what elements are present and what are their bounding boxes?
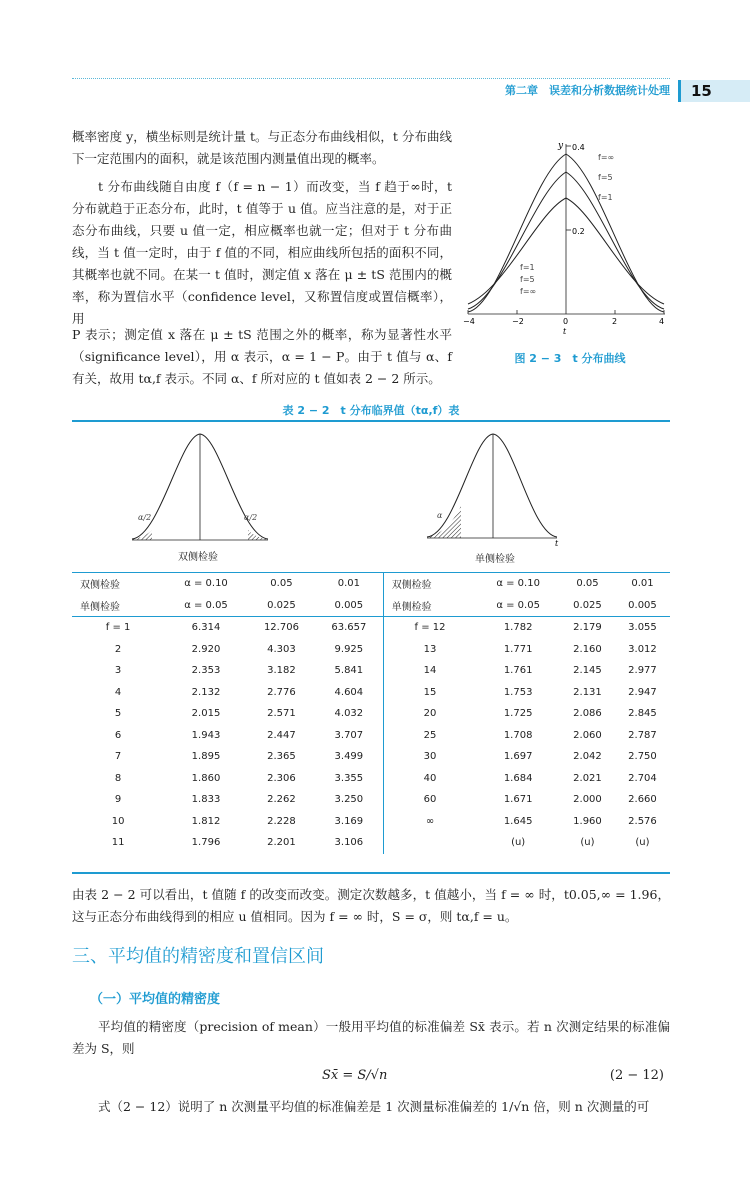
table-cell: 6 (114, 729, 122, 741)
table-cell: 1.782 (503, 622, 533, 634)
table-cell: 3.106 (315, 832, 383, 854)
y-tick-02: 0.2 (572, 227, 585, 236)
table-cell: α = 0.10 (164, 573, 248, 595)
section-title: 三、平均值的精密度和置信区间 (72, 946, 324, 967)
paragraph-2: t 分布曲线随自由度 f（f = n − 1）而改变，当 f 趋于∞时，t 分布就趋于正态分布，此时，t 值等于 u 值。应当注意的是，对于正态分布曲线，只要 u 值一定，相应概率也就一定；但对于 t 分布曲线，当 t 值一定时，由于 f 值的不同，相应曲线所包括的面积不同，其概率也就不同。在某一 t 值时，测定值 x 落在 μ ± tS 范围内的概率，称为置信水平（confidence level，又称置信度或置信概率），用 (72, 179, 452, 326)
table-cell: 6.314 (191, 622, 221, 634)
table-cell: 25 (423, 729, 437, 741)
formula-number: (2 − 12) (609, 1068, 664, 1083)
label-f-1-right: f=1 (598, 193, 613, 202)
table-cell: 3.169 (315, 811, 383, 833)
two-sided-label: 双侧检验 (178, 552, 218, 563)
table-cell: 2.042 (573, 751, 602, 763)
table-cell: 2.132 (191, 686, 221, 698)
table-cell: 2.228 (267, 815, 296, 827)
paragraph-6: 式（2 − 12）说明了 n 次测量平均值的标准偏差是 1 次测量标准偏差的 1/√n 倍，则 n 次测量的可 (98, 1099, 650, 1114)
table-cell: 3.499 (315, 746, 383, 768)
table-cell: 4 (114, 686, 122, 698)
table-cell: 2.131 (573, 686, 602, 698)
table-row (72, 660, 670, 682)
table-cell: 5 (114, 708, 122, 720)
table-cell: 1.943 (191, 729, 221, 741)
table-cell: 2.571 (267, 708, 296, 720)
x-tick-m4: −4 (463, 317, 475, 326)
alpha-half-left: α/2 (138, 513, 152, 522)
table-cell: 0.05 (248, 573, 315, 595)
table-cell: 3.055 (628, 622, 657, 634)
table-cell: 2.060 (573, 729, 602, 741)
table-cell: 1.645 (503, 815, 533, 827)
table-cell: 1.753 (503, 686, 533, 698)
table-cell: 1.697 (503, 751, 533, 763)
table-cell: α = 0.05 (476, 595, 560, 617)
table-cell: 12.706 (263, 622, 299, 634)
table-cell: 0.025 (560, 595, 615, 617)
one-tail-shade (427, 506, 461, 538)
table-row (72, 703, 670, 725)
label-f-inf-right: f=∞ (598, 153, 615, 162)
table-cell: 9 (114, 794, 122, 806)
table-cell: 0.01 (315, 573, 383, 595)
table-cell: 1.960 (573, 815, 602, 827)
paragraph-1: 概率密度 y，横坐标则是统计量 t。与正态分布曲线相似，t 分布曲线下一定范围内的面积，就是该范围内测量值出现的概率。 (72, 129, 452, 166)
table-cell: 1.684 (503, 772, 533, 784)
label-f-5-left: f=5 (520, 275, 535, 284)
table-cell: 1.812 (191, 815, 221, 827)
table-cell: 2.977 (628, 665, 657, 677)
one-sided-diagram (425, 428, 565, 546)
table-cell: 1.761 (503, 665, 533, 677)
table-cell: f = 12 (414, 622, 446, 634)
table-cell: 0.01 (615, 573, 670, 595)
table-cell: α = 0.05 (164, 595, 248, 617)
table-cell: 2.920 (191, 643, 221, 655)
y-tick-04: 0.4 (572, 143, 585, 152)
subsection-title: （一）平均值的精密度 (90, 992, 221, 1007)
table-cell: 单侧检验 (72, 595, 164, 617)
table-cell: 2.086 (573, 708, 602, 720)
table-row (72, 682, 670, 704)
table-cell: (u) (635, 837, 650, 849)
formula-expression: Sx̄ = S/√n (322, 1068, 388, 1083)
table-cell: 2.750 (628, 751, 657, 763)
table-row (72, 832, 670, 854)
x-tick-4: 4 (659, 317, 665, 326)
table-row (72, 768, 670, 790)
table-cell: 40 (423, 772, 437, 784)
table-row (72, 746, 670, 768)
label-f-inf-left: f=∞ (520, 287, 537, 296)
table-cell: 1.708 (503, 729, 533, 741)
table-cell: 60 (423, 794, 437, 806)
table-cell: 2.447 (267, 729, 296, 741)
chapter-title: 第二章 误差和分析数据统计处理 (505, 84, 670, 97)
table-cell: 30 (423, 751, 437, 763)
table-cell: 0.025 (248, 595, 315, 617)
table-cell: (u) (580, 837, 595, 849)
table-cell: 2.179 (573, 622, 602, 634)
table-cell: 1.833 (191, 794, 221, 806)
table-cell: 2.365 (267, 751, 296, 763)
y-axis-label: y (558, 141, 564, 151)
table-cell: α = 0.10 (476, 573, 560, 595)
table-row (72, 789, 670, 811)
table-cell: 2.000 (573, 794, 602, 806)
paragraph-3: P 表示；测定值 x 落在 μ ± tS 范围之外的概率，称为显著性水平（significance level），用 α 表示，α = 1 − P。由于 t 值与 α、f 有关，故用 tα,f 表示。不同 α、f 所对应的 t 值如表 2 − 2 所示。 (72, 327, 452, 386)
alpha-label: α (437, 511, 443, 520)
table-cell: 0.005 (615, 595, 670, 617)
table-cell: 2.160 (573, 643, 602, 655)
header-rule (72, 78, 670, 79)
table-cell: f = 1 (105, 622, 131, 634)
table-row (72, 617, 670, 639)
table-cell: 1.725 (503, 708, 533, 720)
table-cell (383, 832, 476, 854)
table-cell: 3.250 (315, 789, 383, 811)
table-cell: 8 (114, 772, 122, 784)
table-cell: 0.005 (315, 595, 383, 617)
table-row (72, 595, 670, 617)
table-cell: 4.032 (315, 703, 383, 725)
table-cell: 1.671 (503, 794, 533, 806)
t-distribution-figure (460, 134, 670, 344)
table-cell: 单侧检验 (383, 595, 476, 617)
x-axis-label: t (563, 327, 567, 336)
table-cell: 4.604 (315, 682, 383, 704)
x-tick-0: 0 (563, 317, 569, 326)
table-cell: (u) (511, 837, 526, 849)
paragraph-5: 平均值的精密度（precision of mean）一般用平均值的标准偏差 Sx̄ 表示。若 n 次测定结果的标准偏差为 S，则 (72, 1019, 670, 1056)
table-cell: 7 (114, 751, 122, 763)
table-cell: 3.012 (628, 643, 657, 655)
table-cell: 2.704 (628, 772, 657, 784)
table-cell: 1.796 (191, 837, 221, 849)
table-cell: 9.925 (315, 639, 383, 661)
table-cell: 2.015 (191, 708, 221, 720)
table-cell: 2.845 (628, 708, 657, 720)
label-f-5-right: f=5 (598, 173, 613, 182)
table-cell: 2.947 (628, 686, 657, 698)
table-cell: 2.660 (628, 794, 657, 806)
table-cell: 2.262 (267, 794, 296, 806)
one-sided-label: 单侧检验 (475, 554, 515, 565)
table-cell: 2.353 (191, 665, 221, 677)
table-title: 表 2 − 2 t 分布临界值（tα,f）表 (282, 404, 460, 417)
label-f-1-left: f=1 (520, 263, 535, 272)
table-row (72, 573, 670, 595)
table-cell: 1.895 (191, 751, 221, 763)
table-row (72, 725, 670, 747)
alpha-half-right: α/2 (244, 513, 258, 522)
table-cell: 3.707 (315, 725, 383, 747)
table-cell: 0.05 (560, 573, 615, 595)
figure-caption: 图 2 − 3 t 分布曲线 (514, 352, 626, 365)
page-number: 15 (678, 80, 750, 102)
table-row (72, 639, 670, 661)
table-cell: 15 (423, 686, 437, 698)
table-cell: 5.841 (315, 660, 383, 682)
table-cell: 2.776 (267, 686, 296, 698)
t-critical-table (72, 572, 670, 854)
paragraph-4: 由表 2 − 2 可以看出，t 值随 f 的改变而改变。测定次数越多，t 值越小，当 f = ∞ 时，t0.05,∞ = 1.96，这与正态分布曲线得到的相应 u 值相同。因为 f = ∞ 时，S = σ，则 tα,f = u。 (72, 887, 670, 924)
table-cell: 双侧检验 (72, 573, 164, 595)
table-cell: 双侧检验 (383, 573, 476, 595)
table-cell: 3 (114, 665, 122, 677)
table-cell: 2.201 (267, 837, 296, 849)
table-cell: 11 (111, 837, 125, 849)
table-cell: 2.145 (573, 665, 602, 677)
two-sided-diagram (130, 428, 270, 546)
table-cell: ∞ (425, 815, 435, 827)
t-distribution-plot (460, 134, 670, 344)
x-tick-2: 2 (612, 317, 618, 326)
table-cell: 2.576 (628, 815, 657, 827)
x-tick-m2: −2 (512, 317, 524, 326)
table-cell: 63.657 (315, 617, 383, 639)
table-cell: 3.182 (267, 665, 296, 677)
table-cell: 1.771 (503, 643, 533, 655)
table-cell: 20 (423, 708, 437, 720)
table-cell: 14 (423, 665, 437, 677)
table-cell: 2 (114, 643, 122, 655)
table-cell: 2.787 (628, 729, 657, 741)
table-cell: 4.303 (267, 643, 296, 655)
table-cell: 2.021 (573, 772, 602, 784)
table-cell: 2.306 (267, 772, 296, 784)
table-cell: 10 (111, 815, 125, 827)
table-cell: 3.355 (315, 768, 383, 790)
table-cell: 13 (423, 643, 437, 655)
table-cell: 1.860 (191, 772, 221, 784)
t-axis-label: t (555, 539, 559, 546)
table-row (72, 811, 670, 833)
